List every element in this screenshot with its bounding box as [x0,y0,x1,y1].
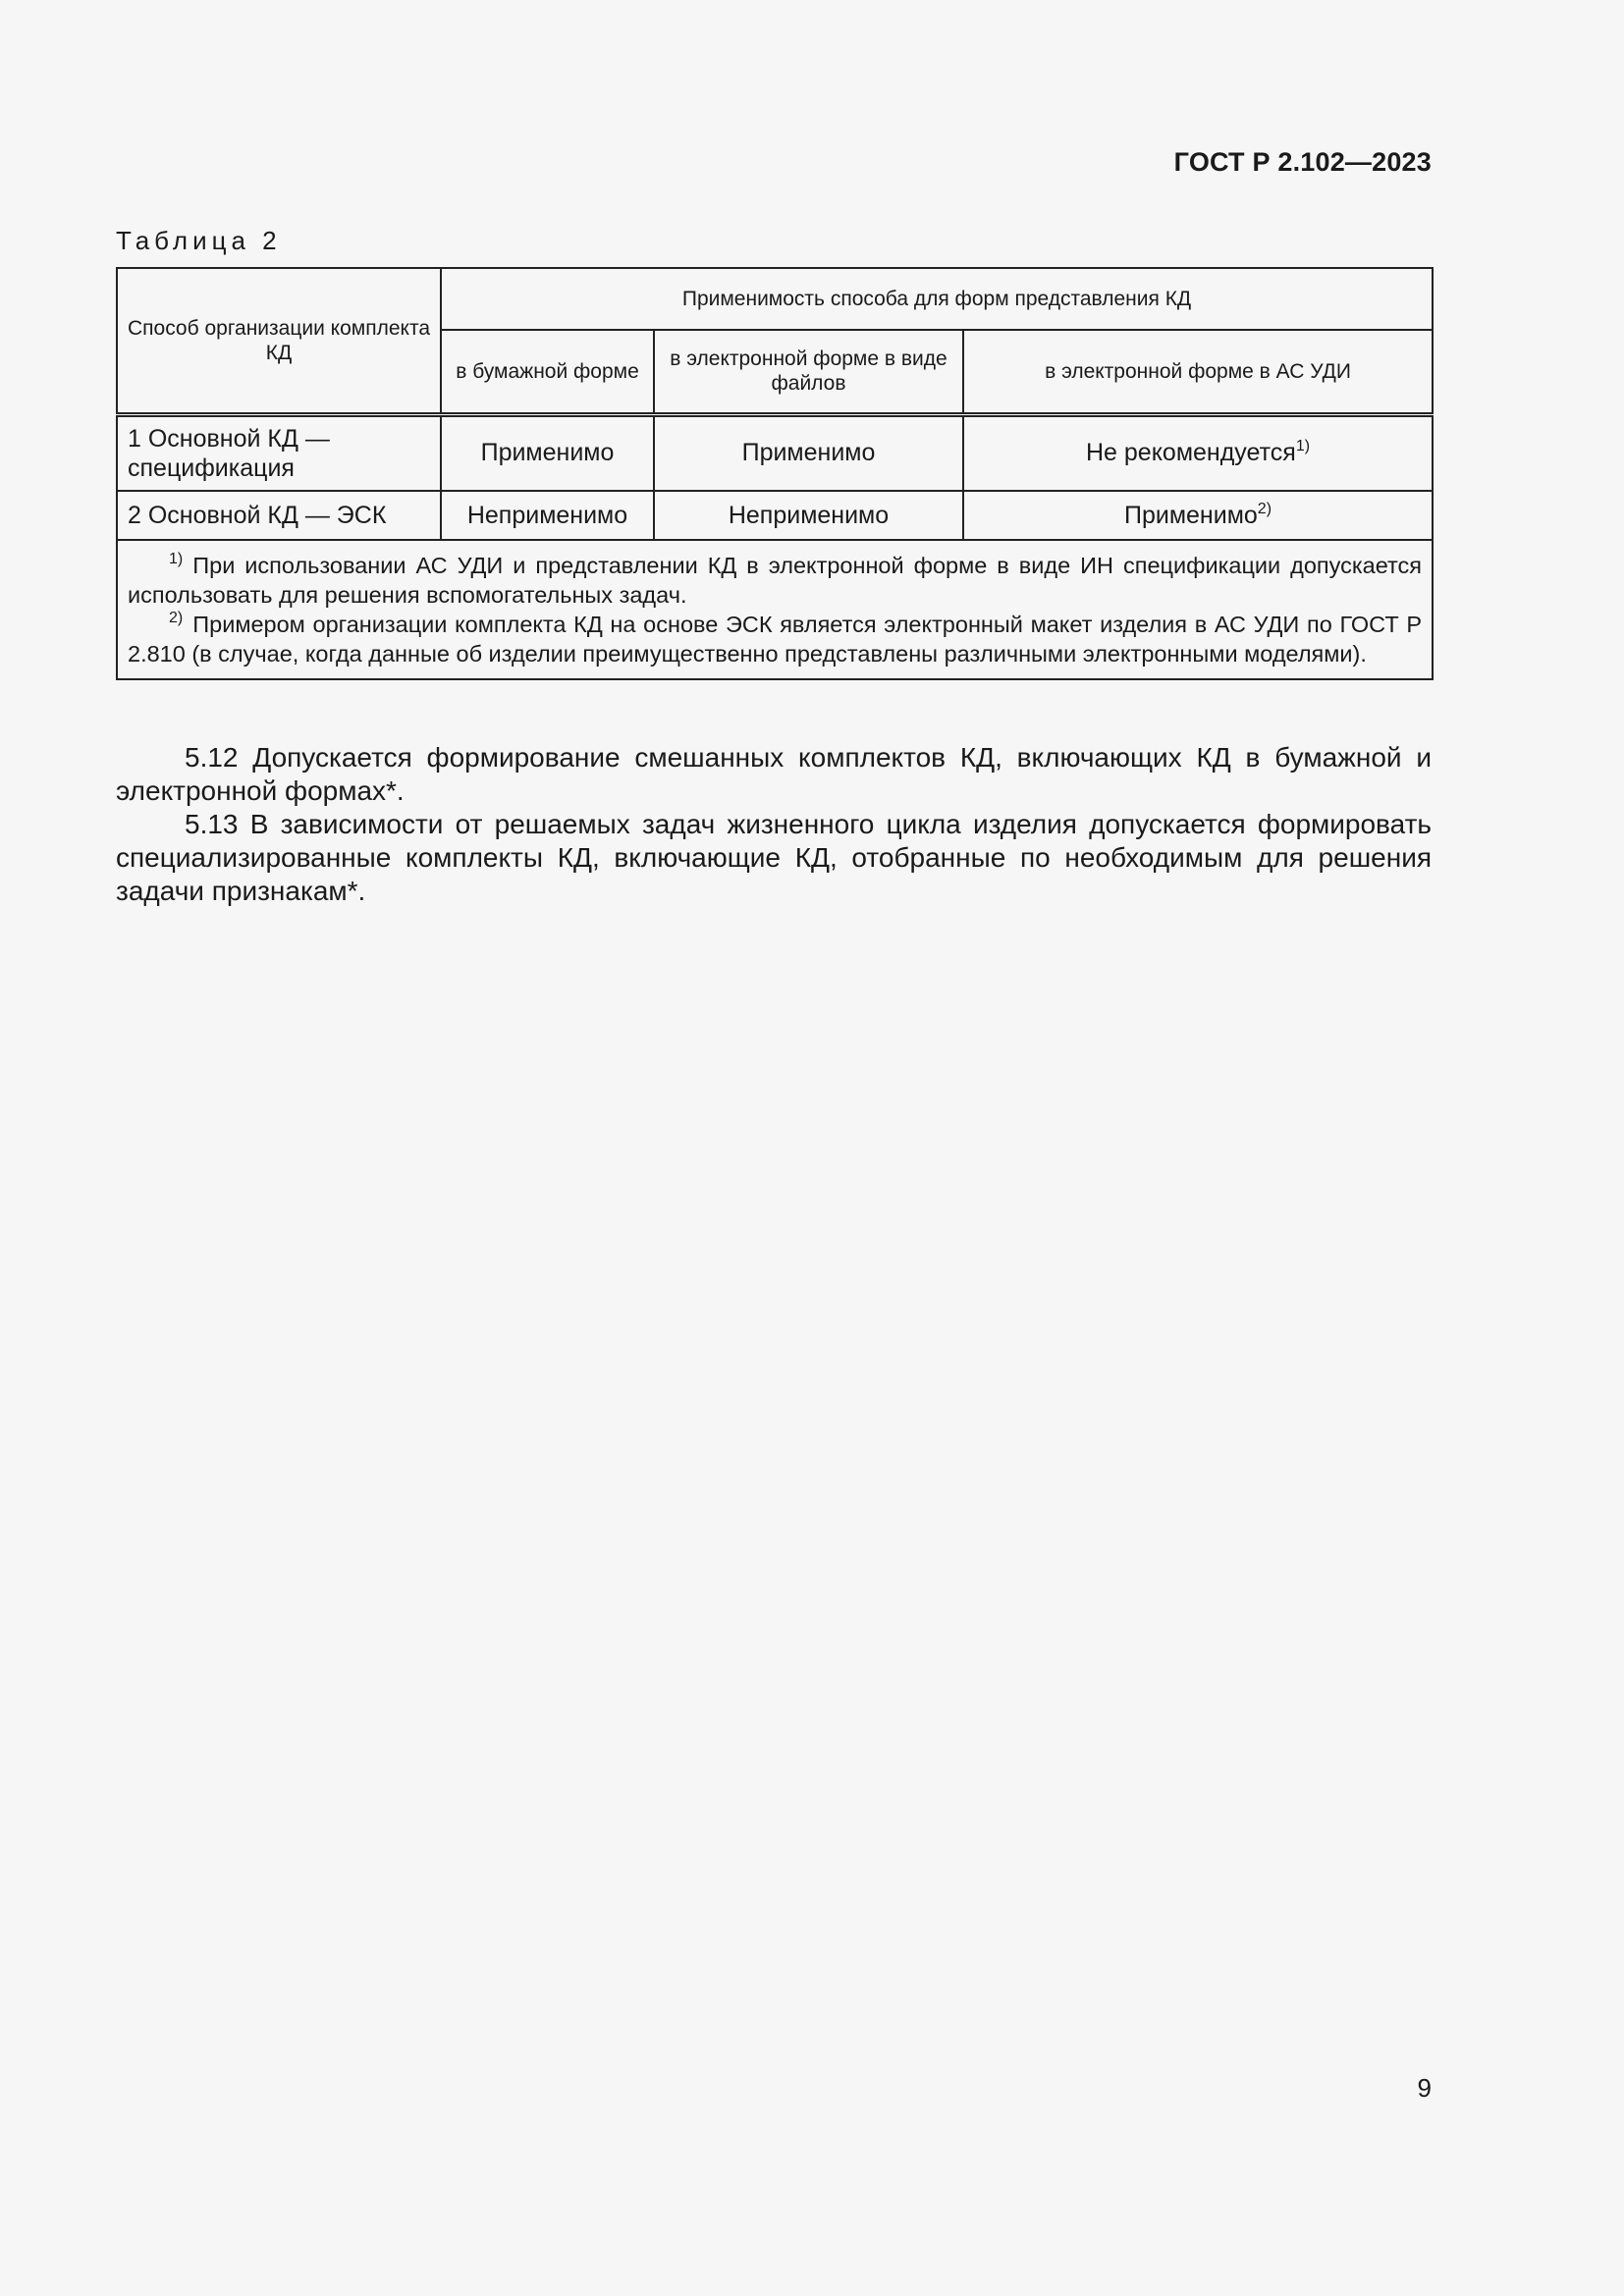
paragraph-5-13: 5.13 В зависимости от решаемых задач жизненного цикла изделия допускается формировать специализированные комплекты КД, включающие КД, отобранные по необходимым для решения задачи признакам*. [116,809,1432,906]
row-paper-value: Применимо [441,414,654,491]
row-asudi-cell [963,414,1433,491]
table-note [128,551,1422,610]
applicability-table-container [116,267,1432,680]
row-files-value: Неприменимо [654,491,963,540]
body-text [116,741,1432,908]
table-row [117,491,1433,540]
note-mark: 2) [169,610,184,626]
document-standard-header: ГОСТ Р 2.102—2023 [1173,147,1432,177]
table-caption: Таблица 2 [116,226,282,255]
applicability-table [116,267,1434,680]
paragraph-5-12: 5.12 Допускается формирование смешанных комплектов КД, включающих КД в бумажной и электронной формах*. [116,742,1432,806]
table-row [117,414,1433,491]
note-text: При использовании АС УДИ и представлении КД в электронной форме в виде ИН спецификации допускается использовать для решения вспомогательных задач. [128,553,1423,608]
note-mark: 1) [169,551,184,567]
header-electronic-asudi: в электронной форме в АС УДИ [963,330,1433,414]
table-header-row-1 [117,268,1433,330]
header-method: Способ организации комплекта КД [117,268,441,414]
footnote-ref: 2) [1257,500,1272,517]
row-asudi-value: Не рекомендуется [1085,439,1296,467]
row-paper-value: Неприменимо [441,491,654,540]
table-notes [117,540,1433,679]
row-method: 2 Основной КД — ЭСК [117,491,441,540]
footnote-ref: 1) [1295,438,1311,455]
row-files-value: Применимо [654,414,963,491]
row-method: 1 Основной КД — спецификация [117,414,441,491]
header-applicability-group: Применимость способа для форм представления КД [441,268,1433,330]
row-asudi-value: Применимо [1124,501,1258,529]
note-text: Примером организации комплекта КД на основе ЭСК является электронный макет изделия в АС УДИ по ГОСТ Р 2.810 (в случае, когда данные об изделии преимущественно представлены различными электронными моделями). [128,612,1423,667]
page-number: 9 [1417,2073,1432,2103]
table-notes-row [117,540,1433,679]
table-note [128,610,1422,668]
header-electronic-files: в электронной форме в виде файлов [654,330,963,414]
row-asudi-cell [963,491,1433,540]
header-paper-form: в бумажной форме [441,330,654,414]
